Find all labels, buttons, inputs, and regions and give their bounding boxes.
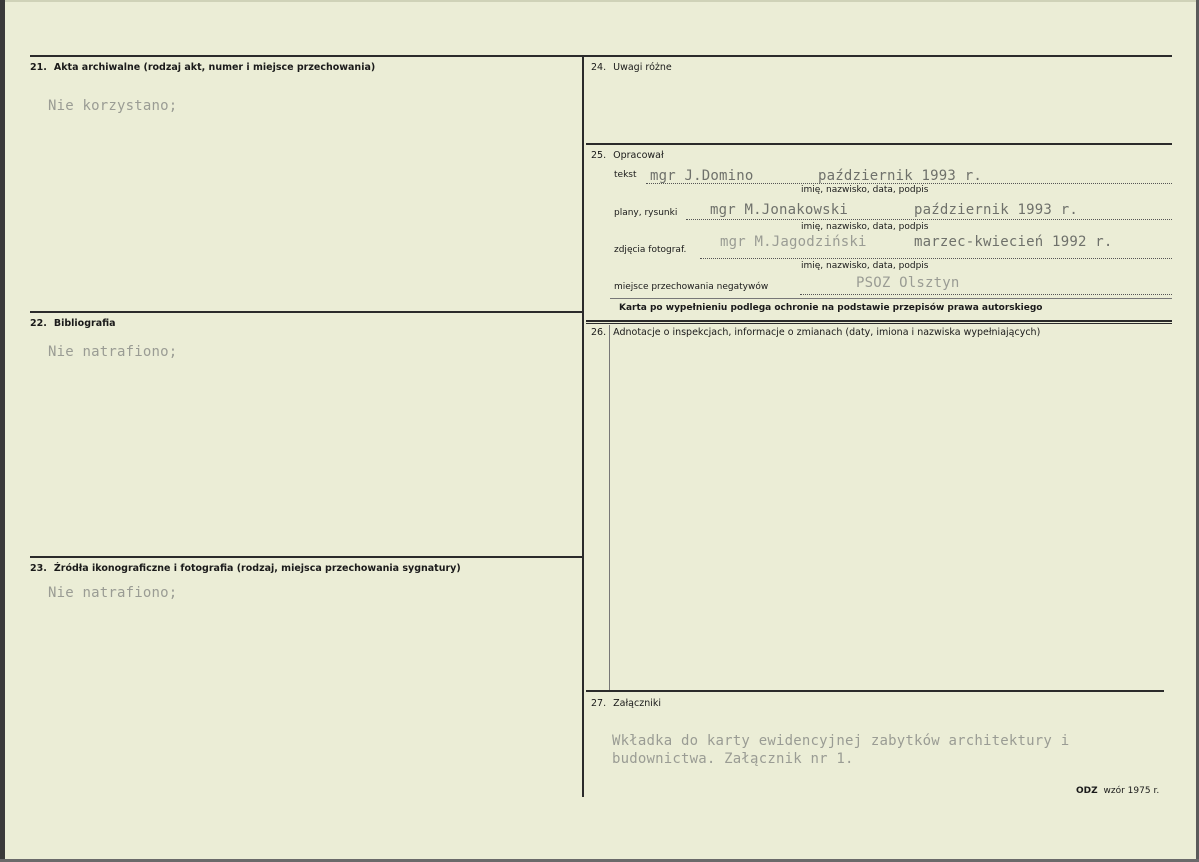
section-23-value: Nie natrafiono; [48,585,178,601]
section-26-title: Adnotacje o inspekcjach, informacje o zmianach (daty, imiona i nazwiska wypełniających) [613,327,1041,338]
card-left-edge [0,0,5,862]
form-footer [1076,786,1159,796]
section-25-number: 25. [591,150,607,161]
rule-above-copyright [610,298,1172,299]
plany-label: plany, rysunki [614,208,678,218]
plany-caption: imię, nazwisko, data, podpis [801,222,929,232]
section-25-title: Opracował [613,150,664,161]
plany-dotted-line [686,219,1172,220]
tekst-dotted-line [646,183,1172,184]
section-22-title: Bibliografia [53,318,116,329]
section-23-header [30,563,461,574]
section-26-inner-line [609,325,610,690]
rule-24-25 [586,143,1172,145]
negatywy-dotted-line [800,294,1172,295]
negatywy-value: PSOZ Olsztyn [856,275,960,291]
section-23-number: 23. [30,563,47,574]
section-26-header [591,327,1040,338]
zdjecia-label: zdjęcia fotograf. [614,245,687,255]
tekst-date: październik 1993 r. [818,168,982,184]
section-27-header [591,698,661,709]
rule-22-23 [30,556,582,558]
tekst-caption: imię, nazwisko, data, podpis [801,185,929,195]
section-22-number: 22. [30,318,47,329]
negatywy-label: miejsce przechowania negatywów [614,282,769,292]
section-27-title: Załączniki [613,698,662,709]
zdjecia-author: mgr M.Jagodziński [720,234,867,250]
section-23-title: Źródła ikonograficzne i fotografia (rodzaj, miejsca przechowania sygnatury) [53,563,461,574]
section-21-title: Akta archiwalne (rodzaj akt, numer i miejsce przechowania) [53,62,376,73]
tekst-author: mgr J.Domino [650,168,754,184]
copyright-note: Karta po wypełnieniu podlega ochronie na podstawie przepisów prawa autorskiego [619,303,1043,313]
zdjecia-date: marzec-kwiecień 1992 r. [914,234,1113,250]
section-24-header [591,62,672,73]
section-21-number: 21. [30,62,47,73]
section-21-header [30,62,375,73]
rule-25-26-a [586,320,1172,322]
plany-date: październik 1993 r. [914,202,1078,218]
section-22-value: Nie natrafiono; [48,344,178,360]
rule-25-26-b [586,323,1172,324]
plany-author: mgr M.Jonakowski [710,202,849,218]
section-27-number: 27. [591,698,607,709]
top-rule [30,55,1172,57]
section-27-line1: Wkładka do karty ewidencyjnej zabytków architektury i [612,733,1070,749]
section-24-title: Uwagi różne [613,62,672,73]
form-version: wzór 1975 r. [1103,786,1160,796]
tekst-label: tekst [614,170,637,180]
center-divider [582,57,584,797]
section-27-line2: budownictwa. Załącznik nr 1. [612,751,854,767]
zdjecia-caption: imię, nazwisko, data, podpis [801,261,929,271]
section-26-number: 26. [591,327,607,338]
section-24-number: 24. [591,62,607,73]
section-22-header [30,318,116,329]
rule-21-22 [30,311,582,313]
rule-26-27 [586,690,1164,692]
section-21-value: Nie korzystano; [48,98,178,114]
zdjecia-dotted-line [700,258,1172,259]
section-25-header [591,150,664,161]
form-code: ODZ [1076,786,1098,796]
